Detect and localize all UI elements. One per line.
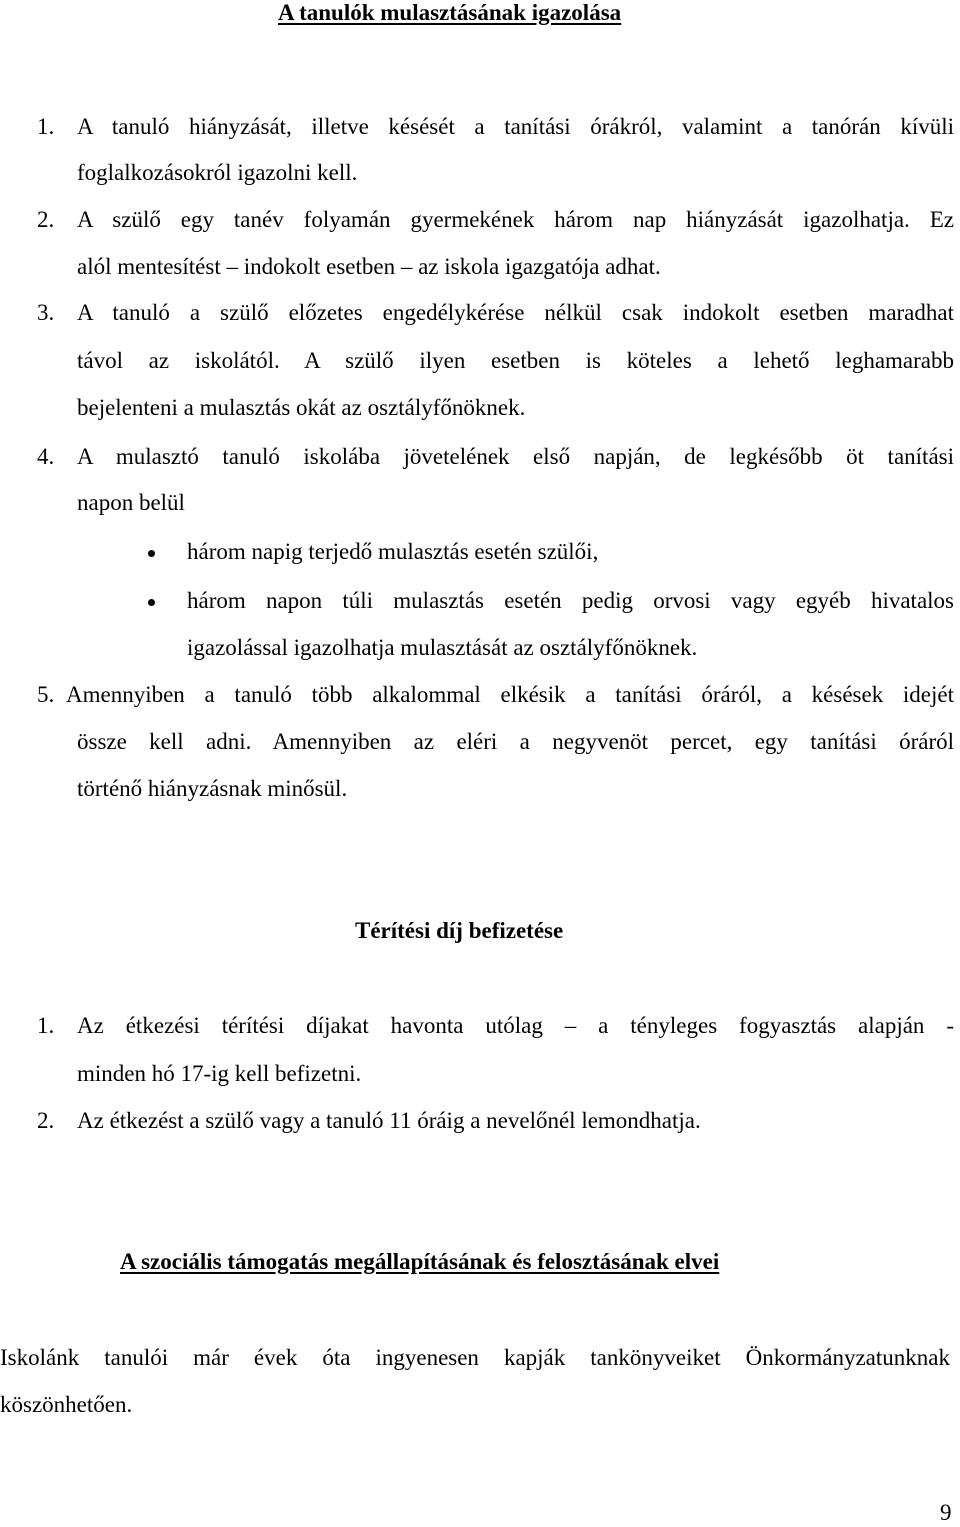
bullet-line: három napig terjedő mulasztás esetén szülői, [187,539,599,564]
bullet-line: három napon túli mulasztás esetén pedig orvosi vagy egyéb hivatalos [187,588,954,613]
item-line: minden hó 17-ig kell befizetni. [77,1061,362,1086]
item-line: alól mentesítést – indokolt esetben – az iskola igazgatója adhat. [77,254,661,279]
section-title-absences: A tanulók mulasztásának igazolása [278,0,622,25]
paragraph-line: Iskolánk tanulói már évek óta ingyenesen kapják tankönyveiket Önkormányzatunknak [0,1345,950,1370]
item-number: 2. [37,1108,55,1133]
item-line: távol az iskolától. A szülő ilyen esetben is köteles a lehető leghamarabb [77,348,954,373]
bullet-icon [148,599,155,606]
section-title-fees: Térítési díj befizetése [355,918,564,943]
item-number: 5. [37,682,55,707]
section-title-social-support: A szociális támogatás megállapításának és felosztásának elvei [120,1249,720,1274]
paragraph-line: köszönhetően. [0,1392,133,1417]
item-number: 1. [37,1013,55,1038]
item-line: Az étkezési térítési díjakat havonta utólag – a tényleges fogyasztás alapján - [77,1013,954,1038]
item-line: Amennyiben a tanuló több alkalommal elkésik a tanítási óráról, a késések idejét [66,682,954,707]
item-number: 4. [37,444,55,469]
item-line: A tanuló a szülő előzetes engedélykérése nélkül csak indokolt esetben maradhat [77,300,954,325]
item-line: A tanuló hiányzását, illetve késését a tanítási órákról, valamint a tanórán kívüli [77,114,954,139]
page-number: 9 [940,1500,952,1525]
item-line: Az étkezést a szülő vagy a tanuló 11 óráig a nevelőnél lemondhatja. [77,1108,701,1133]
item-line: napon belül [77,490,185,515]
item-line: bejelenteni a mulasztás okát az osztályfőnöknek. [77,395,526,420]
item-line: A mulasztó tanuló iskolába jövetelének első napján, de legkésőbb öt tanítási [77,444,954,469]
item-line: foglalkozásokról igazolni kell. [77,160,358,185]
item-line: történő hiányzásnak minősül. [77,776,348,801]
item-number: 2. [37,207,55,232]
bullet-line: igazolással igazolhatja mulasztását az osztályfőnöknek. [187,635,698,660]
item-line: össze kell adni. Amennyiben az eléri a negyvenöt percet, egy tanítási óráról [77,729,954,754]
item-number: 3. [37,300,55,325]
item-number: 1. [37,114,55,139]
item-line: A szülő egy tanév folyamán gyermekének három nap hiányzását igazolhatja. Ez [77,207,954,232]
bullet-icon [148,550,155,557]
